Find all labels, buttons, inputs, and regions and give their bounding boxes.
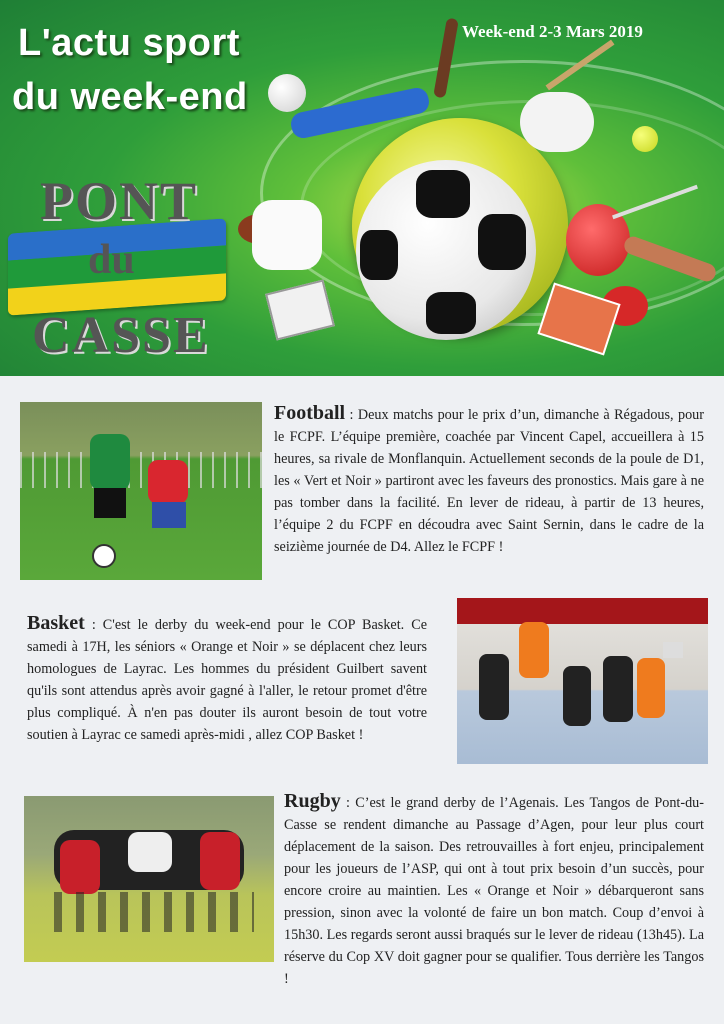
player-orange [637,658,665,718]
basket-heading: Basket [27,612,85,634]
basket-text: : C'est le derby du week-end pour le COP Basket. Ce samedi à 17H, les séniors « Orange et Noir » se déplacent chez leurs homologues de Layrac. Les hommes du président Guilbert savent qu'ils sont attendus après avoir gagné à l'aller, le retour promet d'être plus compliqué. À n'en pas douter ils auront besoin de tout votre soutien à Layrac ce samedi après-midi , allez COP Basket ! [27,617,427,743]
banner-title-line1: L'actu sport [18,22,240,64]
logo-pont: PONT [40,171,199,231]
football-photo [20,402,262,580]
banner-title-line2: du week-end [12,76,248,118]
player-green [90,434,130,490]
ball-patch [360,230,398,280]
white-ball-icon [268,74,306,112]
player-black [563,666,591,726]
basket-photo [457,598,708,764]
rugby-text: : C’est le grand derby de l’Agenais. Les Tangos de Pont-du-Casse se rendent dimanche au Passage d’Agen, pour leur plus court déplacement de la saison. Des retrouvailles à fort enjeu, principalement pour les joueurs de l’ASP, qui ont à tout prix besoin d’un succès, pour encore croire au maintien. Les « Orange et Noir » débarqueront sans pression, sinon avec la volonté de faire un bon match. Coup d’envoi à 15h30. Les regards seront aussi braqués sur le lever de rideau (13h45). La réserve du Cop XV doit gagner pour se qualifier. Tous derrière les Tangos ! [284,795,704,987]
player-black [479,654,509,720]
scoreboard [663,642,683,658]
player-black [603,656,633,722]
rugby-photo [24,796,274,962]
ball-patch [426,292,476,334]
player-red-shorts [152,502,186,528]
shadow-legs [54,892,254,932]
hockey-player-figure [252,200,322,270]
basket-article [27,612,427,746]
football-article [274,402,704,558]
player-green-shorts [94,488,126,518]
hall-banner [457,598,708,624]
fence [20,452,262,488]
banner-date: Week-end 2-3 Mars 2019 [462,22,643,41]
football-icon [92,544,116,568]
rugby-article [284,790,704,990]
football-heading: Football [274,402,346,424]
player-red [200,832,240,890]
ball-patch [416,170,470,218]
rugby-heading: Rugby [284,790,341,812]
ball-patch [478,214,526,270]
soccer-ball-icon [356,160,536,340]
header-banner [0,0,724,376]
logo-casse: CASSE [32,307,210,364]
tennis-ball-small-icon [632,126,658,152]
player-white [128,832,172,872]
logo-du: du [88,237,135,283]
player-red [60,840,100,894]
rink-card [265,279,335,340]
player-orange [519,622,549,678]
tennis-player-figure [520,92,594,152]
football-text: : Deux matchs pour le prix d’un, dimanche à Régadous, pour le FCPF. L’équipe première, coachée par Vincent Capel, accueillera à 15 heures, sa rivale de Monflanquin. Actuellement seconds de la poule de D1, les « Vert et Noir » partiront avec les faveurs des pronostics. Mais gare à ne pas tomber dans la facilité. En lever de rideau, à partir de 13 heures, l’équipe 2 du FCPF en découdra avec Saint Sernin, dans le cadre de la seizième journée de D4. Allez le FCPF ! [274,407,704,555]
player-red [148,460,188,504]
